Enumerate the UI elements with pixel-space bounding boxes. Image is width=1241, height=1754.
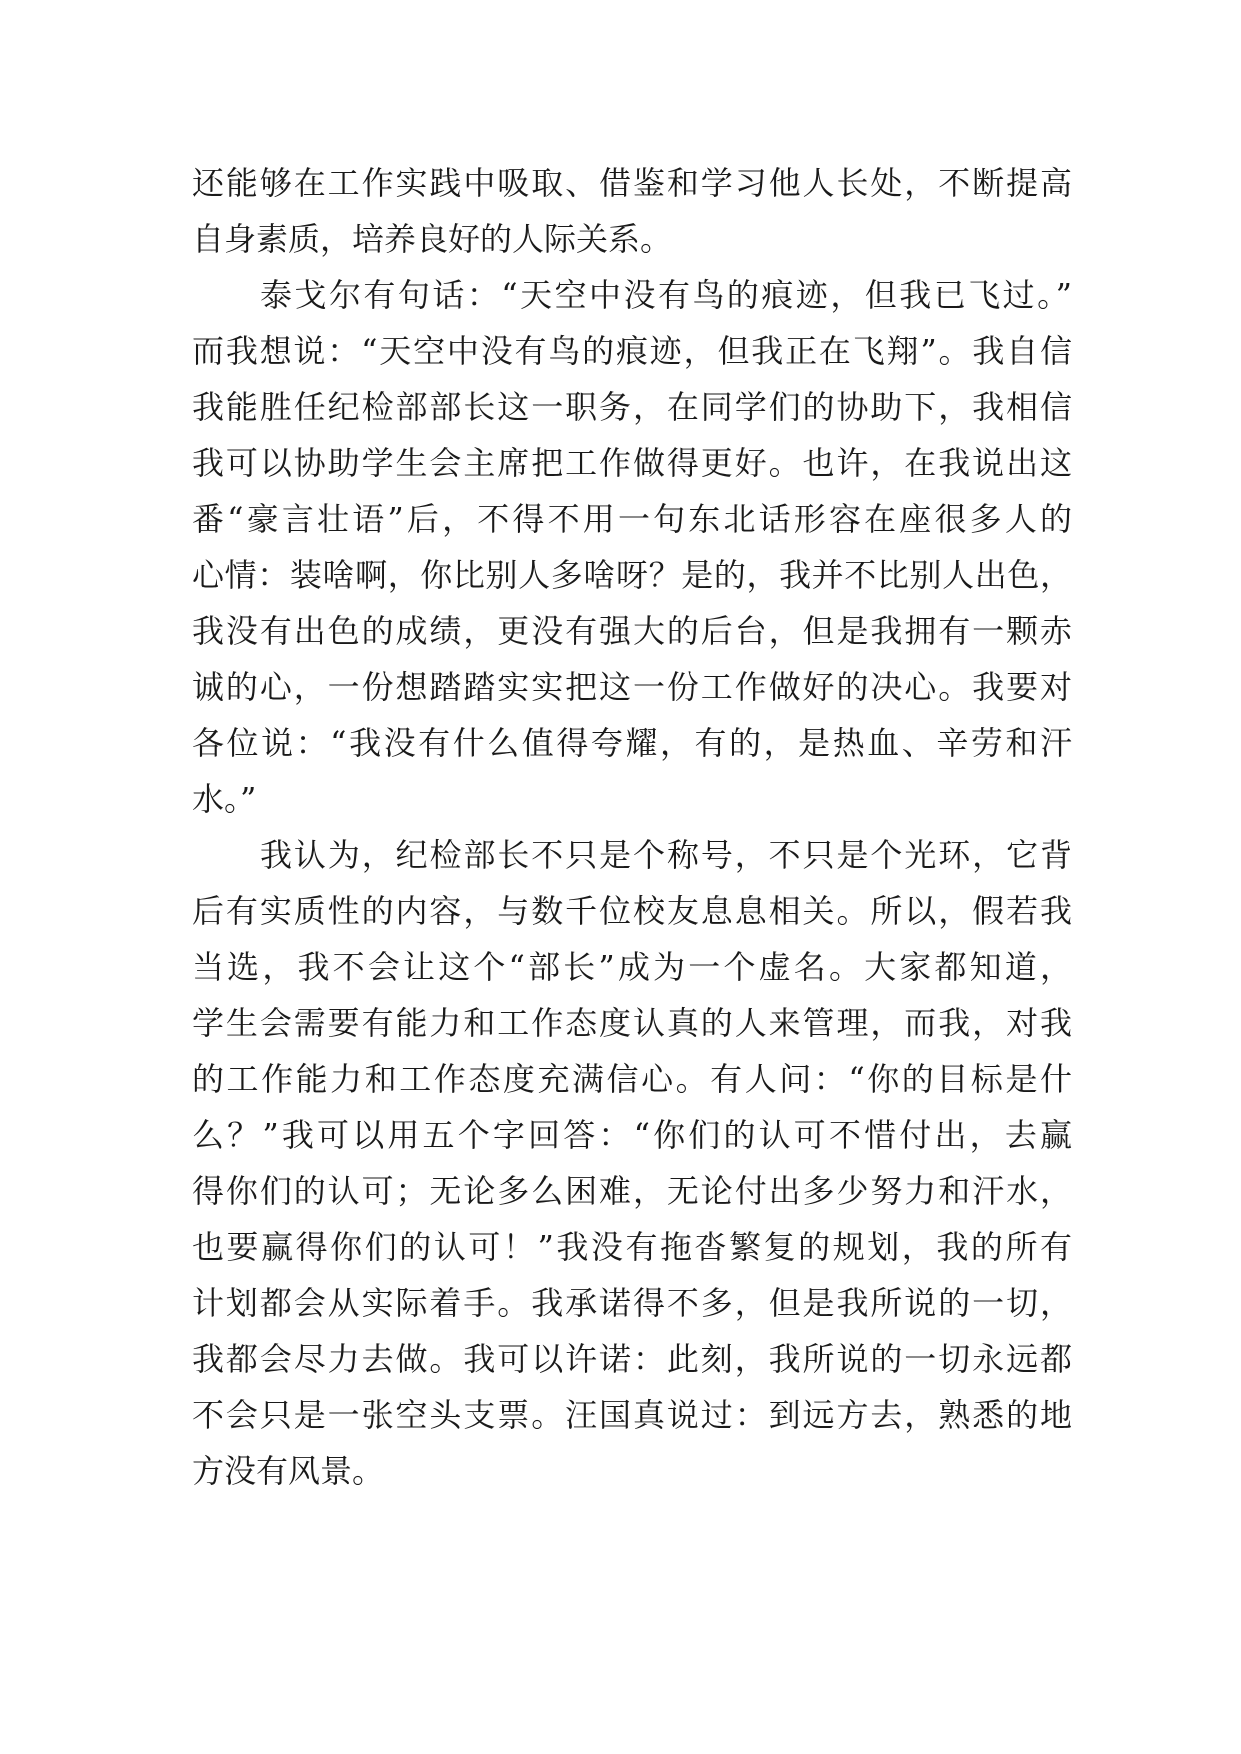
text-line: 得你们的认可；无论多么困难，无论付出多少努力和汗水，: [192, 1172, 1072, 1210]
text-line: 计划都会从实际着手。我承诺得不多，但是我所说的一切，: [192, 1284, 1072, 1322]
text-line: 诚的心，一份想踏踏实实把这一份工作做好的决心。我要对: [192, 668, 1072, 706]
text-line: 我可以协助学生会主席把工作做得更好。也许，在我说出这: [192, 444, 1072, 482]
text-line: 我没有出色的成绩，更没有强大的后台，但是我拥有一颗赤: [192, 612, 1072, 650]
text-line: 各位说：“我没有什么值得夸耀，有的，是热血、辛劳和汗: [192, 724, 1072, 762]
text-line: 泰戈尔有句话：“天空中没有鸟的痕迹，但我已飞过。”: [260, 276, 1072, 314]
text-line: 番“豪言壮语”后，不得不用一句东北话形容在座很多人的: [192, 500, 1072, 538]
text-line: 水。”: [192, 780, 257, 818]
text-line: 我都会尽力去做。我可以许诺：此刻，我所说的一切永远都: [192, 1340, 1072, 1378]
text-line: 的工作能力和工作态度充满信心。有人问：“你的目标是什: [192, 1060, 1072, 1098]
text-line: 方没有风景。: [192, 1452, 385, 1490]
text-line: 自身素质，培养良好的人际关系。: [192, 220, 673, 258]
text-line: 心情：装啥啊，你比别人多啥呀？是的，我并不比别人出色，: [192, 556, 1072, 594]
text-line: 而我想说：“天空中没有鸟的痕迹，但我正在飞翔”。我自信: [192, 332, 1072, 370]
text-line: 还能够在工作实践中吸取、借鉴和学习他人长处，不断提高: [192, 164, 1072, 202]
text-line: 后有实质性的内容，与数千位校友息息相关。所以，假若我: [192, 892, 1072, 930]
text-line: 我能胜任纪检部部长这一职务，在同学们的协助下，我相信: [192, 388, 1072, 426]
body-text: [192, 155, 1072, 1499]
text-line: 不会只是一张空头支票。汪国真说过：到远方去，熟悉的地: [192, 1396, 1072, 1434]
text-line: 我认为，纪检部长不只是个称号，不只是个光环，它背: [260, 836, 1072, 874]
text-line: 学生会需要有能力和工作态度认真的人来管理，而我，对我: [192, 1004, 1072, 1042]
text-line: 么？”我可以用五个字回答：“你们的认可不惜付出，去赢: [192, 1116, 1072, 1154]
text-line: 当选，我不会让这个“部长”成为一个虚名。大家都知道，: [192, 948, 1072, 986]
text-line: 也要赢得你们的认可！”我没有拖沓繁复的规划，我的所有: [192, 1228, 1072, 1266]
